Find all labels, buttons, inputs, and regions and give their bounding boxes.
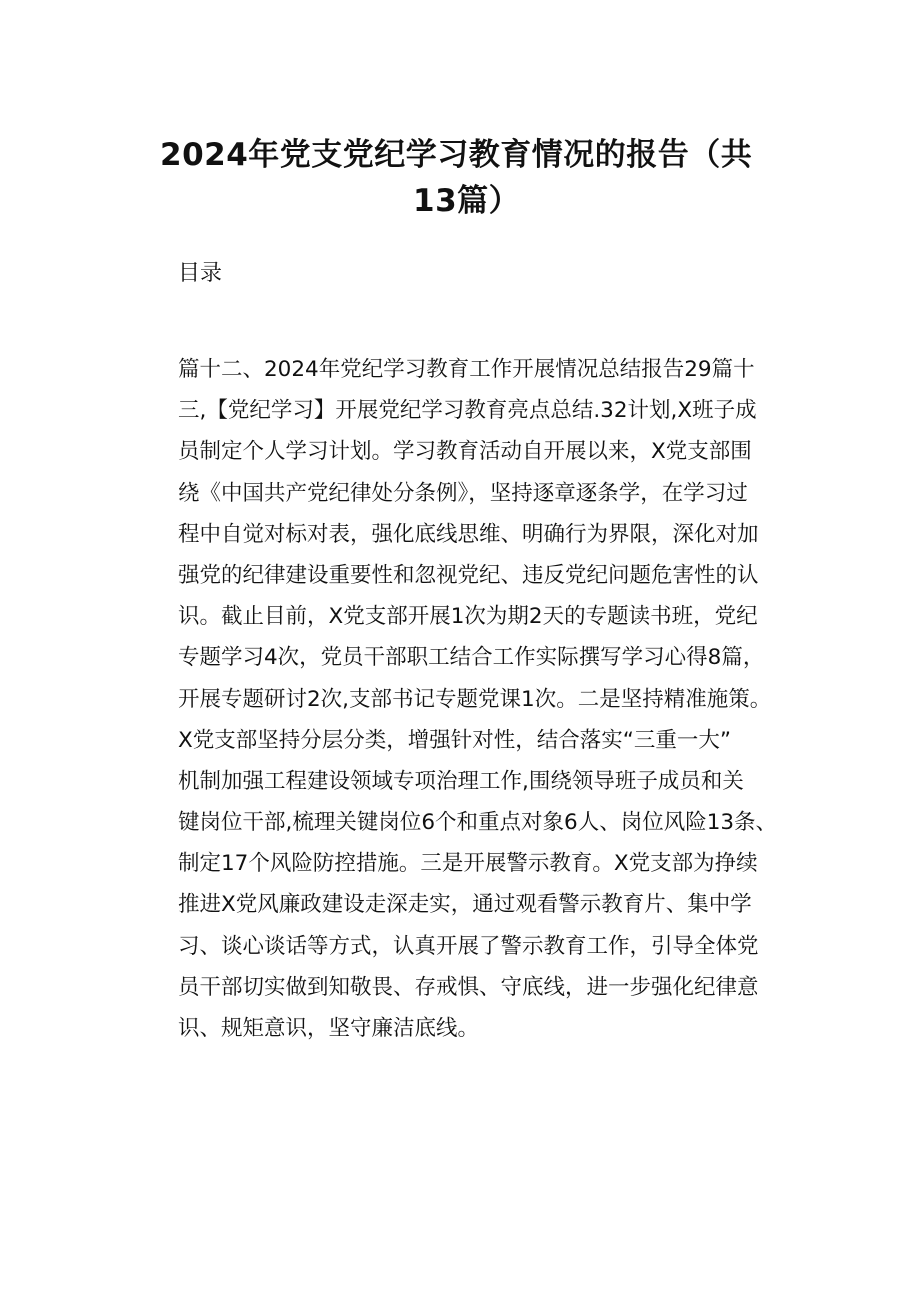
body-line: 习、谈心谈话等方式，认真开展了警示教育工作，引导全体党	[178, 933, 759, 959]
body-line: 员干部切实做到知敬畏、存戒惧、守底线，进一步强化纪律意	[178, 974, 759, 1000]
body-line: 推进X党风廉政建设走深走实，通过观看警示教育片、集中学	[178, 892, 752, 918]
body-paragraph	[178, 349, 798, 1049]
body-line: 绕《中国共产党纪律处分条例》，坚持逐章逐条学，在学习过	[178, 480, 748, 506]
document-title	[160, 132, 760, 224]
title-line-1: 2024年党支党纪学习教育情况的报告（共	[160, 137, 753, 173]
body-line: 开展专题研讨2次,支部书记专题党课1次。二是坚持精准施策。	[178, 686, 772, 712]
body-line: 识。截止目前，X党支部开展1次为期2天的专题读书班，党纪	[178, 604, 758, 630]
body-line: 制定17个风险防控措施。三是开展警示教育。X党支部为挣续	[178, 851, 758, 877]
title-line-2: 13篇）	[413, 183, 521, 219]
body-line: 篇十二、2024年党纪学习教育工作开展情况总结报告29篇十	[178, 357, 755, 382]
body-line: 识、规矩意识，坚守廉洁底线。	[178, 1016, 480, 1041]
body-line: 强党的纪律建设重要性和忽视党纪、违反党纪问题危害性的认	[178, 562, 759, 588]
body-line: 三,【党纪学习】开展党纪学习教育亮点总结.32计划,X班子成	[178, 398, 757, 424]
toc-heading: 目录	[178, 261, 223, 286]
body-line: 机制加强工程建设领域专项治理工作,围绕领导班子成员和关	[178, 768, 744, 794]
body-line: X党支部坚持分层分类，增强针对性，结合落实“三重一大”	[178, 727, 732, 753]
body-line: 专题学习4次，党员干部职工结合工作实际撰写学习心得8篇，	[178, 645, 765, 671]
body-line: 员制定个人学习计划。学习教育活动自开展以来，X党支部围	[178, 439, 752, 465]
body-line: 程中自觉对标对表，强化底线思维、明确行为界限，深化对加	[178, 521, 759, 547]
body-line: 键岗位干部,梳理关键岗位6个和重点对象6人、岗位风险13条、	[178, 810, 778, 836]
